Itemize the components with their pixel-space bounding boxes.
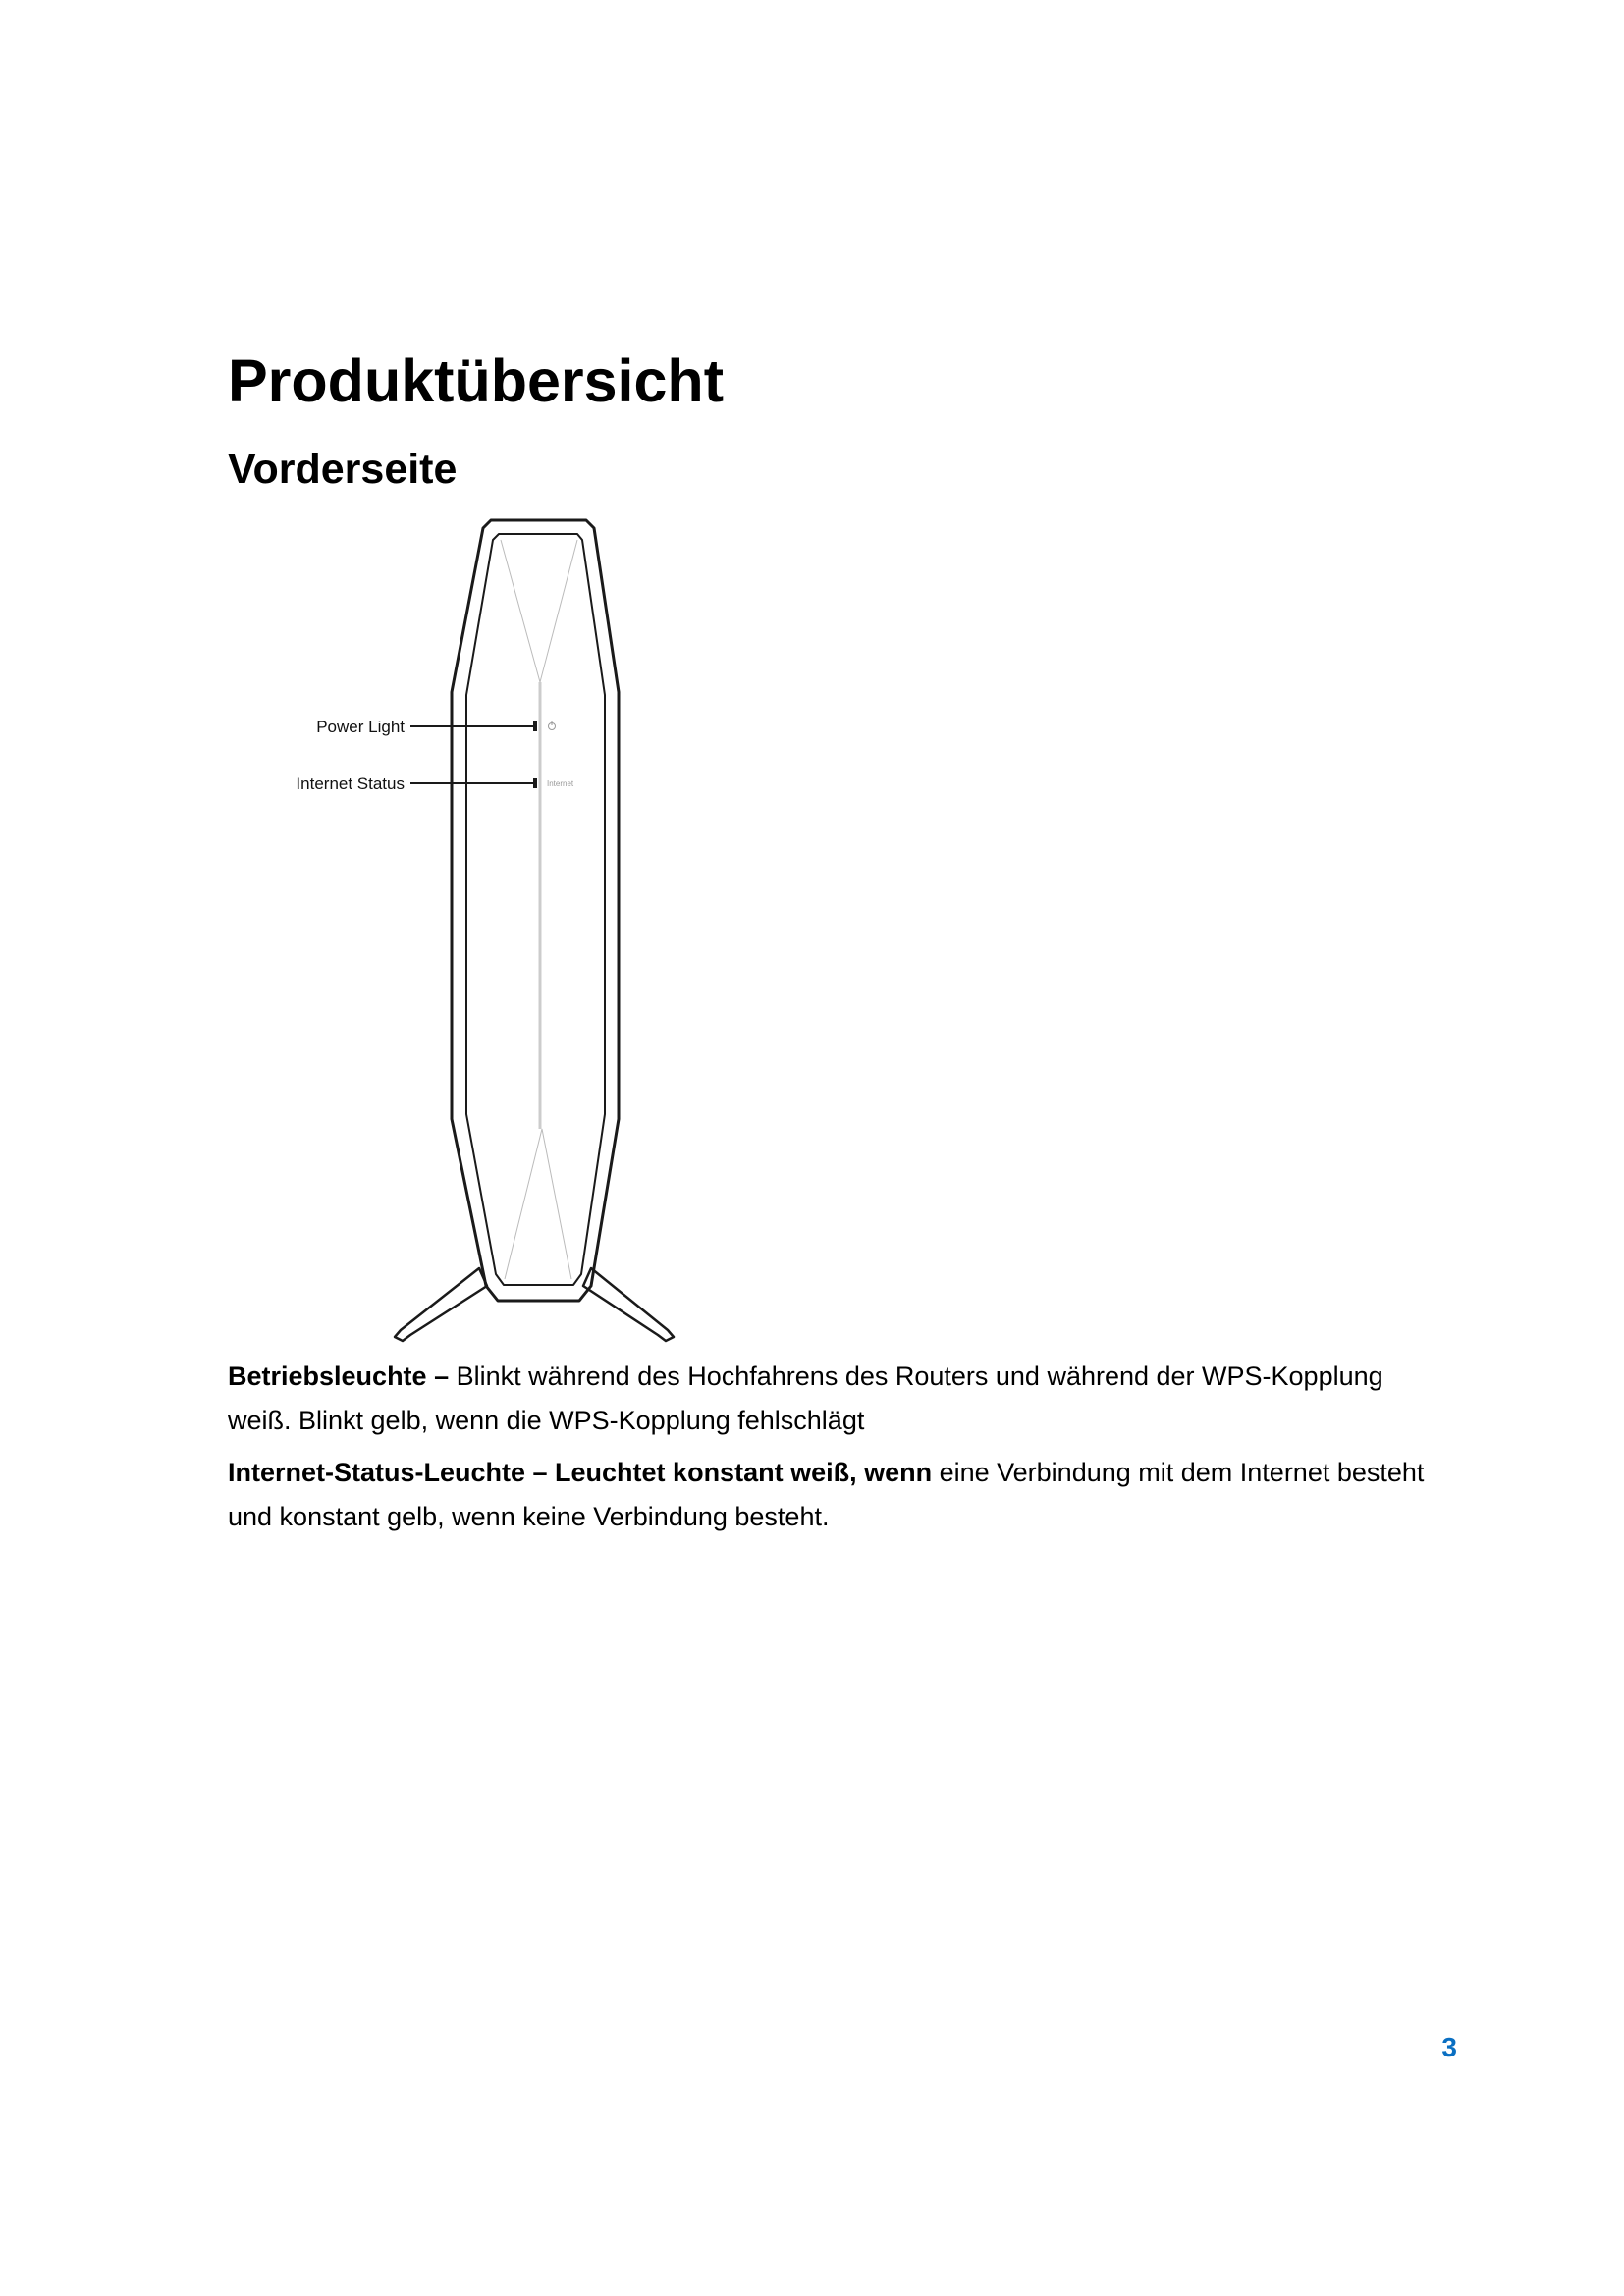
router-housing-inner [466, 534, 605, 1285]
callout-power-light-label: Power Light [316, 718, 405, 736]
facet-line [501, 540, 577, 682]
page-number: 3 [1441, 2032, 1457, 2062]
router-front-illustration [226, 510, 697, 1345]
section-title: Vorderseite [228, 446, 458, 493]
router-foot-left [395, 1268, 487, 1341]
description-internet-status [228, 1451, 1445, 1539]
description-term: Betriebsleuchte – [228, 1362, 450, 1391]
description-power-light [228, 1355, 1445, 1443]
router-foot-right [583, 1268, 674, 1341]
power-light-led [533, 721, 537, 731]
callout-internet-status-label: Internet Status [296, 774, 405, 793]
page-title: Produktübersicht [228, 347, 725, 414]
description-term: Internet-Status-Leuchte – Leuchtet konstant weiß, wenn [228, 1458, 933, 1487]
description-text: Blinkt während des Hochfahrens des Routers und während der WPS-Kopplung weiß. Blinkt gelb, wenn die WPS-Kopplung fehlschlägt [228, 1362, 1383, 1435]
facet-line [505, 1129, 571, 1279]
description-text: eine Verbindung mit dem Internet besteht und konstant gelb, wenn keine Verbindung besteht. [228, 1458, 1425, 1531]
device-internet-marking: Internet [547, 779, 574, 788]
internet-status-led [533, 778, 537, 788]
power-icon [549, 721, 556, 730]
